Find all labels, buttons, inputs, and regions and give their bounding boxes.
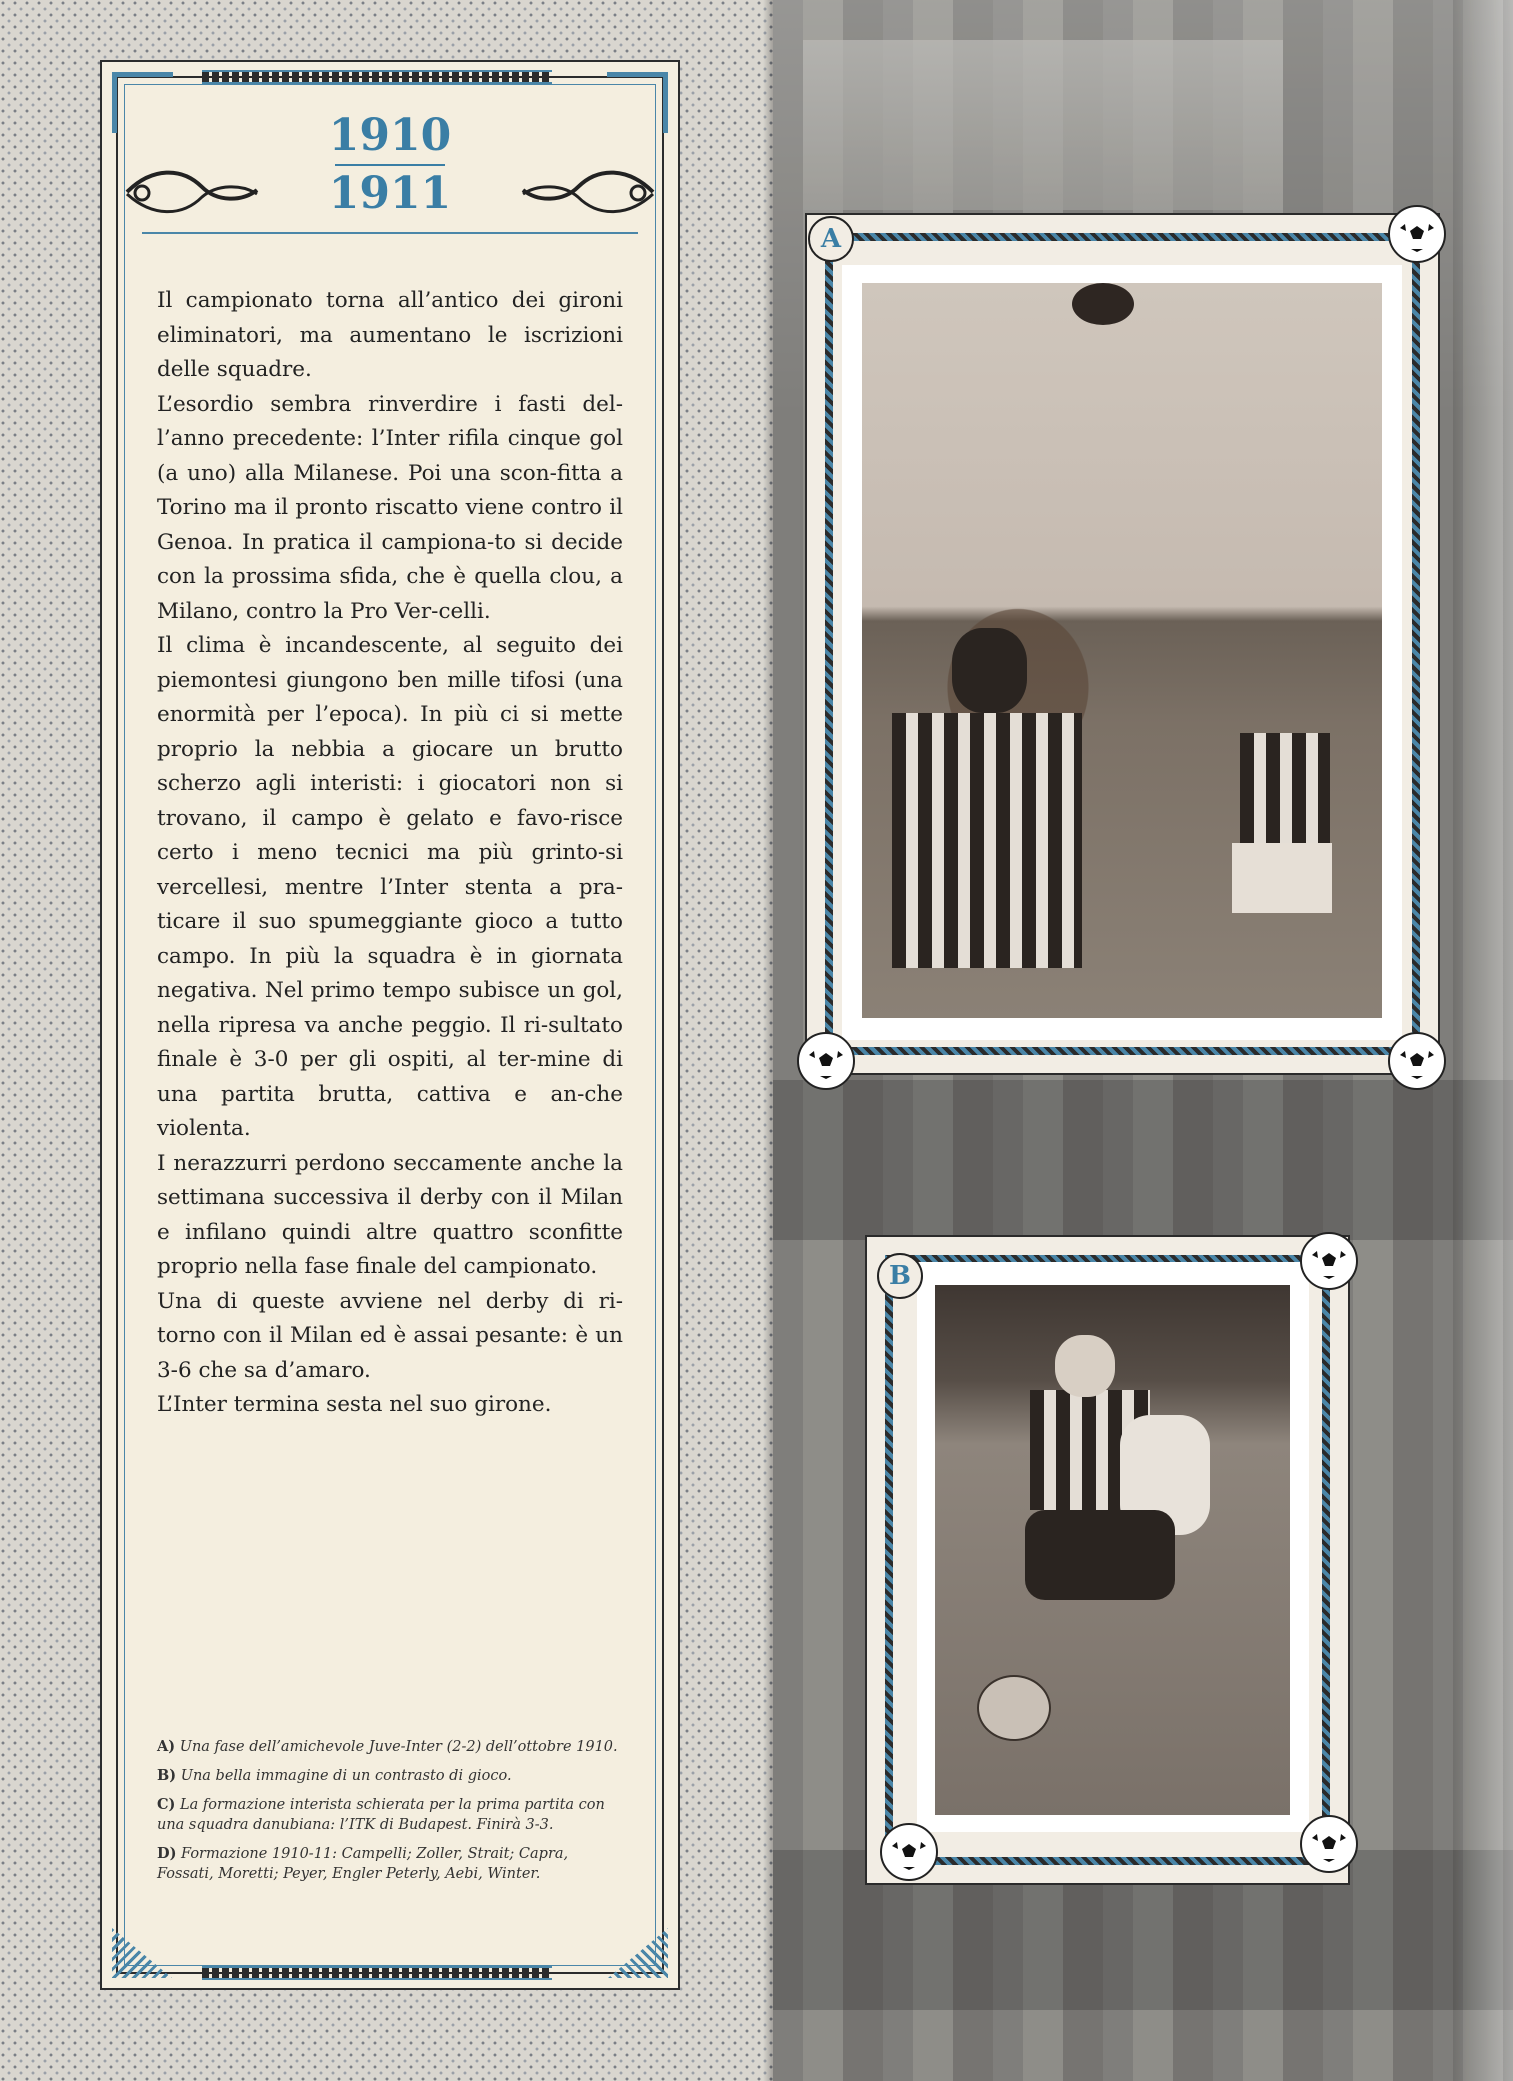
article-body: Il campionato torna all’antico dei gironi eliminatori, ma aumentano le iscrizioni delle squadre. L’esordio sembra rinverdire i fasti del-l’anno precedente: l’Inter rifila cinque gol (a uno) alla Milanese. Poi una scon-fitta a Torino ma il pronto riscatto viene contro il Genoa. In pratica il campiona-to si decide con la prossima sfida, che è quella clou, a Milano, contro la Pro Ver-celli. Il clima è incandescente, al seguito dei piemontesi giungono ben mille tifosi (una enormità per l’epoca). In più ci si mette proprio la nebbia a giocare un brutto scherzo agli interisti: i giocatori non si trovano, il campo è gelato e favo-risce certo i meno tecnici ma più grinto-si vercellesi, mentre l’Inter stenta a pra-ticare il suo spumeggiante gioco a tutto campo. In più la squadra è in giornata negativa. Nel primo tempo subisce un gol, nella ripresa va anche peggio. Il ri-sultato finale è 3-0 per gli ospiti, al ter-mine di una partita brutta, cattiva e an-che violenta. I nerazzurri perdono seccamente anche la settimana successiva il derby con il Milan e infilano quindi altre quattro sconfitte proprio nella fase finale del campionato. Una di queste avviene nel derby di ri-torno con il Milan ed è assai pesante: è un 3-6 che sa d’amaro. L’Inter termina sesta nel suo girone. <box>157 288 623 1417</box>
caption-text: La formazione interista schierata per la prima partita con una squadra danubiana: l’ITK di Budapest. Finirà 3-3. <box>157 1797 605 1833</box>
background-building <box>803 40 1283 210</box>
caption-letter: D) <box>157 1845 177 1862</box>
caption-b <box>157 1766 628 1786</box>
soccer-ball-icon <box>1388 205 1446 263</box>
photo-label-a: A <box>808 216 854 262</box>
player-shorts <box>1232 843 1332 913</box>
season-end-year: 1911 <box>328 168 452 219</box>
caption-letter: A) <box>157 1738 176 1755</box>
page-edge <box>1453 0 1513 2081</box>
season-divider <box>335 164 445 166</box>
player-head <box>952 628 1027 713</box>
photo-captions <box>157 1737 628 1893</box>
soccer-ball-icon <box>880 1823 938 1881</box>
player-opponent <box>1240 733 1330 848</box>
caption-text: Una bella immagine di un contrasto di gioco. <box>180 1768 512 1784</box>
soccer-ball-icon <box>797 1032 855 1090</box>
caption-c <box>157 1795 628 1835</box>
caption-a <box>157 1737 628 1757</box>
photo-b <box>935 1285 1290 1815</box>
swirl-ornament-right-icon <box>518 162 658 222</box>
caption-d <box>157 1844 628 1884</box>
header-rule <box>142 232 638 234</box>
player-head <box>1055 1335 1115 1397</box>
text-panel <box>100 60 680 1990</box>
swirl-ornament-left-icon <box>122 162 262 222</box>
caption-text: Una fase dell’amichevole Juve-Inter (2-2) dell’ottobre 1910. <box>179 1739 618 1755</box>
caption-letter: C) <box>157 1796 176 1813</box>
soccer-ball-icon <box>1300 1815 1358 1873</box>
photo-a <box>862 283 1382 1018</box>
player-back <box>892 713 1082 968</box>
ball-in-air <box>1072 283 1134 325</box>
soccer-ball-icon <box>1300 1232 1358 1290</box>
photo-label-b: B <box>877 1253 923 1299</box>
season-start-year: 1910 <box>328 110 452 161</box>
top-dashed-border <box>202 70 552 84</box>
caption-text: Formazione 1910-11: Campelli; Zoller, Strait; Capra, Fossati, Moretti; Peyer, Engler Peterly, Aebi, Winter. <box>157 1846 569 1882</box>
match-ball <box>977 1675 1051 1741</box>
player-shorts <box>1025 1510 1175 1600</box>
bottom-dashed-border <box>202 1966 552 1980</box>
background-band <box>773 1080 1513 1240</box>
caption-letter: B) <box>157 1767 177 1784</box>
soccer-ball-icon <box>1388 1032 1446 1090</box>
